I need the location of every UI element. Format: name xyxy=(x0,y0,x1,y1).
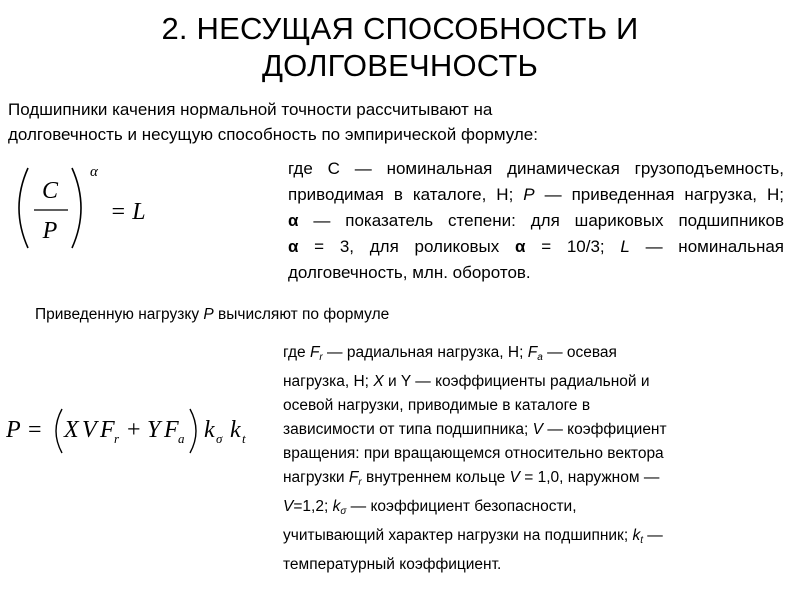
f2-sub-r: r xyxy=(114,431,120,446)
f2-k1: k xyxy=(204,417,215,443)
symbol-f: F xyxy=(527,344,538,361)
symbol-v: V xyxy=(532,421,544,438)
symbol-alpha: α xyxy=(288,237,299,256)
symbol-alpha: α xyxy=(288,211,299,230)
f2-x: X xyxy=(64,417,79,443)
intro-line-2: долговечность и несущую способность по эмпирической формуле: xyxy=(8,125,538,144)
f2-f2: F xyxy=(164,417,179,443)
f2-p: P xyxy=(6,417,21,443)
slide-title xyxy=(0,10,800,84)
f2-sub-sigma: σ xyxy=(216,431,223,446)
para2-text: внутреннем кольце xyxy=(361,469,510,486)
subheading-text: вычисляют по формуле xyxy=(213,306,390,323)
para2-text: — осевая xyxy=(542,344,617,361)
f2-sub-a: a xyxy=(178,431,185,446)
para2-line-4 xyxy=(283,418,783,442)
para2-text: зависимости от типа подшипника; xyxy=(283,421,533,438)
para2-line-3: осевой нагрузки, приводимые в каталоге в xyxy=(283,397,591,414)
symbol-alpha: α xyxy=(515,237,526,256)
f2-eq: = xyxy=(28,417,42,443)
para1-line-3 xyxy=(288,208,784,234)
f2-f: F xyxy=(100,417,115,443)
f2-v: V xyxy=(82,417,97,443)
subscript-r: r xyxy=(358,477,362,488)
para1-line-4 xyxy=(288,234,784,260)
durability-formula xyxy=(6,158,176,263)
durability-formula-graphic xyxy=(6,158,176,258)
para1-text: = 3, для роликовых xyxy=(298,237,516,256)
para2-line-6 xyxy=(283,466,783,495)
title-line-2: ДОЛГОВЕЧНОСТЬ xyxy=(261,48,538,83)
intro-text xyxy=(8,97,768,147)
para2-text: =1,2; xyxy=(293,498,333,515)
para1-text: — показатель степени: для шариковых подшипников xyxy=(298,211,784,230)
f2-k2: k xyxy=(230,417,241,443)
para1-text: долговечность, млн. оборотов. xyxy=(288,263,531,282)
intro-line-1: Подшипники качения нормальной точности рассчитывают на xyxy=(8,100,493,119)
f2-right-paren xyxy=(190,409,196,453)
para1-text: = 10/3; xyxy=(525,237,621,256)
symbol-x: X xyxy=(373,373,384,390)
para2-text: — коэффициент безопасности, xyxy=(346,498,577,515)
para2-text: — радиальная нагрузка, Н; xyxy=(322,344,528,361)
symbol-k: k xyxy=(632,527,641,544)
symbol-p: P xyxy=(203,306,214,323)
f2-plus: + xyxy=(127,417,141,443)
title-line-1: 2. НЕСУЩАЯ СПОСОБНОСТЬ И xyxy=(161,11,639,46)
equivalent-load-formula xyxy=(6,403,276,468)
para1-text: — приведенная нагрузка, Н; xyxy=(534,185,784,204)
para2-text: — коэффициент xyxy=(543,421,667,438)
formula1-explanation xyxy=(288,156,784,286)
para2-text: — xyxy=(643,527,663,544)
para2-text: = 1,0, наружном — xyxy=(519,469,660,486)
para1-text: где C — номинальная динамическая грузоподъемность, xyxy=(288,159,784,178)
formula-numerator: C xyxy=(41,178,59,204)
f2-sub-t: t xyxy=(242,431,246,446)
subscript-sigma: σ xyxy=(340,506,347,517)
symbol-p: P xyxy=(523,185,535,204)
symbol-v: V xyxy=(509,469,520,486)
symbol-f: F xyxy=(348,469,359,486)
right-paren xyxy=(72,168,81,248)
para1-text: приводимая в каталоге, Н; xyxy=(288,185,524,204)
formula2-explanation xyxy=(283,341,783,577)
para2-text: где xyxy=(283,344,310,361)
subheading xyxy=(35,304,389,326)
para2-text: нагрузка, Н; xyxy=(283,373,374,390)
para1-line-1 xyxy=(288,156,784,182)
para2-line-1 xyxy=(283,341,783,370)
symbol-v: V xyxy=(283,498,294,515)
para2-line-7 xyxy=(283,495,783,524)
formula-exponent: α xyxy=(90,164,98,180)
para2-text: и Y — коэффициенты радиальной и xyxy=(383,373,650,390)
symbol-k: k xyxy=(332,498,341,515)
para2-line-8 xyxy=(283,524,783,553)
para2-text: учитывающий характер нагрузки на подшипник; xyxy=(283,527,633,544)
subscript-a: a xyxy=(537,352,543,363)
para2-text: нагрузки xyxy=(283,469,349,486)
subheading-text: Приведенную нагрузку xyxy=(35,306,204,323)
formula-denominator: P xyxy=(42,218,58,244)
symbol-l: L xyxy=(620,237,630,256)
left-paren xyxy=(19,168,28,248)
para1-text: — номинальная xyxy=(629,237,784,256)
f2-y: Y xyxy=(147,417,161,443)
formula-rhs: = L xyxy=(110,199,146,225)
para2-line-5: вращения: при вращающемся относительно вектора xyxy=(283,445,664,462)
para1-line-5 xyxy=(288,260,784,286)
subscript-t: t xyxy=(640,535,643,546)
para2-line-9: температурный коэффициент. xyxy=(283,556,502,573)
f2-left-paren xyxy=(56,409,62,453)
para2-line-2 xyxy=(283,370,783,394)
symbol-f: F xyxy=(309,344,320,361)
equivalent-load-formula-graphic xyxy=(6,403,276,463)
para1-line-2 xyxy=(288,182,784,208)
subscript-r: r xyxy=(319,352,323,363)
